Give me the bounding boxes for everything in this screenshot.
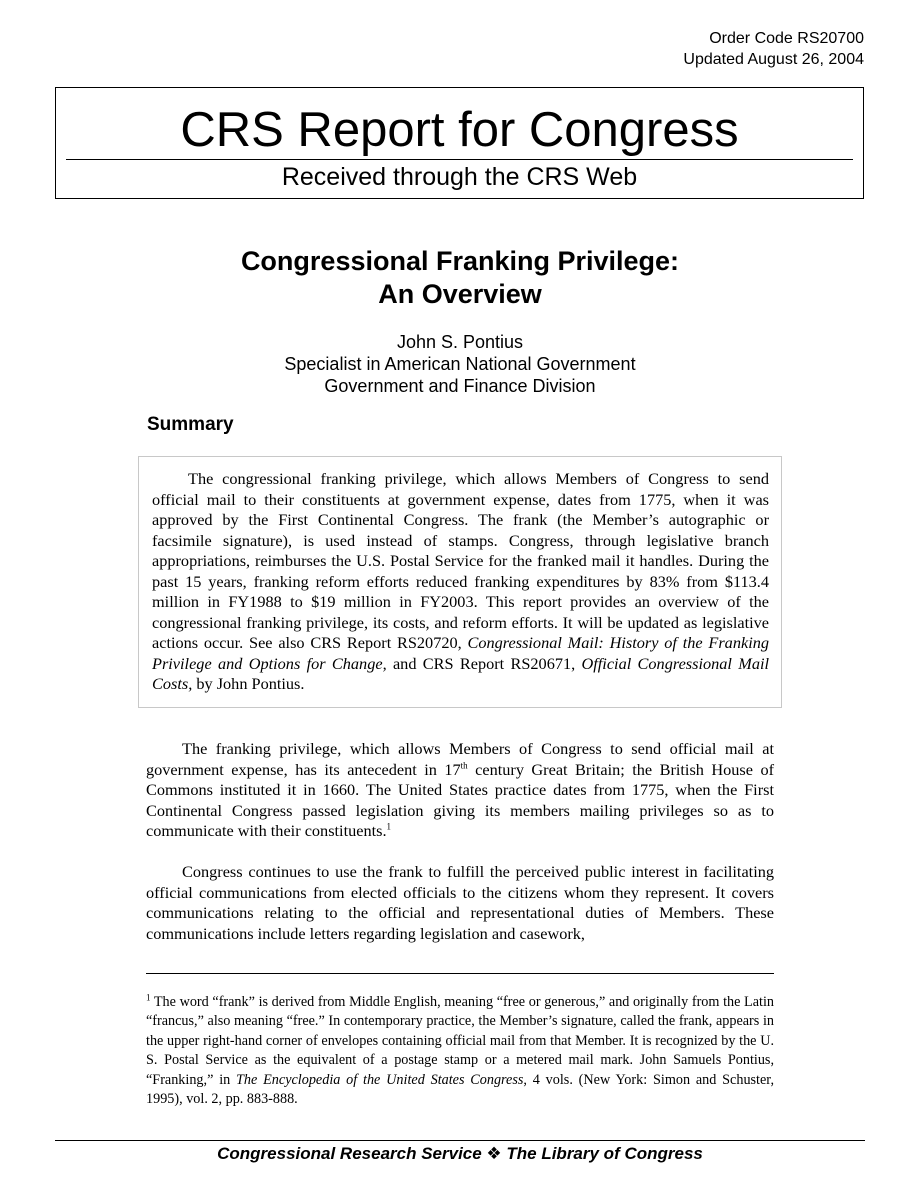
banner-divider (66, 159, 853, 160)
footnote-mark: 1 (146, 992, 151, 1003)
order-code: Order Code RS20700 (709, 30, 864, 47)
updated-date: Updated August 26, 2004 (683, 51, 864, 68)
order-info (683, 28, 864, 70)
summary-text: The congressional franking privilege, which allows Members of Congress to send official mail to their constituents at government expense, dates from 1775, when it was approved by the First Continental Congress. The frank (the Member’s autographic or facsimile signature), is used instead of stamps. Congress, through legislative branch appropriations, reimburses the U.S. Postal Service for the franked mail it handles. During the past 15 years, franking reform efforts reduced franking expenditures by 83% from $113.4 million in FY1988 to $19 million in FY2003. This report provides an overview of the congressional franking privilege, its costs, and reform efforts. It will be updated as legislative actions occur. See also CRS Report RS20720, Congressional Mail: History of the Franking Privilege and Options for Change, and CRS Report RS20671, Official Congressional Mail Costs, by John Pontius. (152, 469, 770, 693)
body-paragraph-1: The franking privilege, which allows Members of Congress to send official mail at government expense, has its antecedent in 17th century Great Britain; the British House of Commons instituted it in 1660. The United States practice dates from 1775, when the First Continental Congress passed legislation giving its members mailing privileges so as to communicate with their constituents.$^1$ (146, 739, 775, 840)
summary-ref2-title: Official Congressional Mail Costs, (152, 653, 770, 693)
author-division: Government and Finance Division (324, 376, 596, 396)
report-title-line2: An Overview (378, 279, 542, 309)
footnote-book-title: The Encyclopedia of the United States Congress (236, 1071, 524, 1088)
footnote-reference: 1 (386, 821, 392, 832)
banner-subtitle: Received through the CRS Web (281, 163, 638, 191)
author-name: John S. Pontius (396, 332, 524, 352)
report-banner (55, 87, 864, 199)
author-block (0, 331, 920, 397)
footer-divider (55, 1140, 865, 1141)
report-title-line1: Congressional Franking Privilege: (240, 246, 680, 276)
author-position: Specialist in American National Government (284, 354, 636, 374)
banner-title: CRS Report for Congress (180, 103, 739, 157)
summary-box (138, 456, 782, 708)
footer-text: Congressional Research Service ❖ The Library of Congress (217, 1144, 703, 1163)
summary-heading: Summary (147, 414, 234, 435)
footnote-1: $^1$ The word “frank” is derived from Middle English, meaning “free or generous,” and originally from the Latin “francus,” also meaning “free.” In contemporary practice, the Member’s signature, called the frank, appears in the upper right-hand corner of envelopes containing official mail from that Member. It is recognized by the U. S. Postal Service as the equivalent of a postage stamp or a metered mail mark. John Samuels Pontius, “Franking,” in The Encyclopedia of the United States Congress, 4 vols. (New York: Simon and Schuster, 1995), vol. 2, pp. 883-888. (146, 992, 774, 1108)
summary-ref1-title: Congressional Mail: History of the Franking Privilege and Options for Change, (152, 633, 769, 673)
footnote-divider (146, 973, 774, 974)
body-paragraph-2: Congress continues to use the frank to fulfill the perceived public interest in facilitating official communications from elected officials to the citizens whom they represent. It covers communications relating to the official and representational duties of Members. These communications include letters regarding legislation and casework, (146, 862, 774, 943)
